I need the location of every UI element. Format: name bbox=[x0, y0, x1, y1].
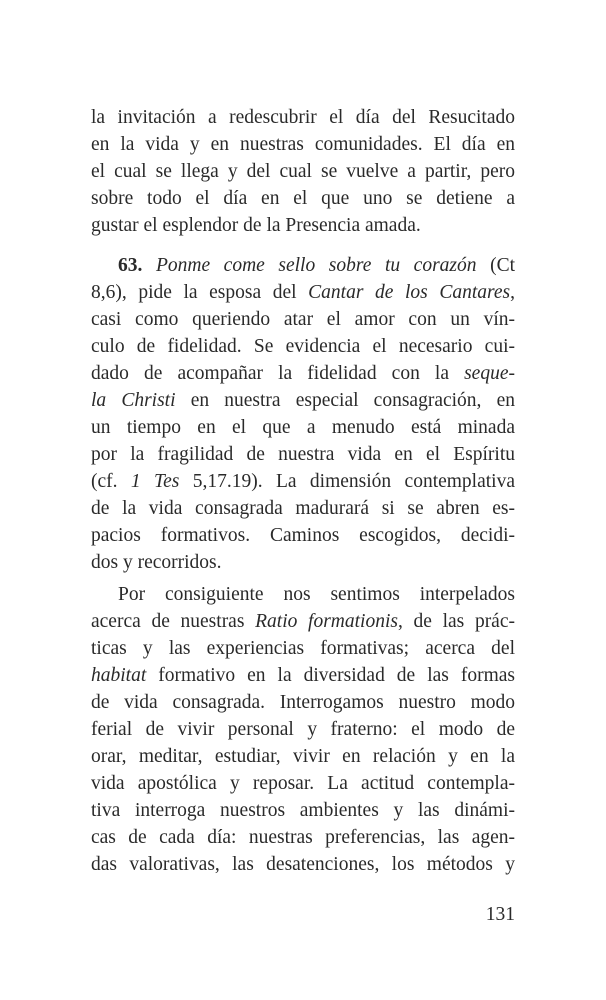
text-segment: acerca de nuestras bbox=[91, 611, 256, 632]
page-number: 131 bbox=[485, 904, 515, 925]
text-segment: (Ct bbox=[476, 255, 516, 276]
text-segment: casi como queriendo atar el amor con un vín- bbox=[91, 309, 515, 330]
text-segment: 5,17.19). La dimensión contemplativa bbox=[179, 471, 515, 492]
text-segment: la invitación a redescubrir el día del Resucitado bbox=[91, 107, 515, 128]
text-segment: culo de fidelidad. Se evidencia el necesario cui- bbox=[91, 336, 515, 357]
italic-text: Ponme come sello sobre tu corazón bbox=[155, 255, 477, 276]
text-line bbox=[91, 212, 515, 239]
page-body bbox=[91, 104, 515, 878]
text-line bbox=[91, 716, 515, 743]
text-line bbox=[91, 104, 515, 131]
text-line bbox=[91, 360, 515, 387]
text-line bbox=[91, 333, 515, 360]
text-segment: pacios formativos. Caminos escogidos, decidi- bbox=[91, 525, 515, 546]
text-segment: das valorativas, las desatenciones, los métodos y bbox=[91, 854, 515, 875]
text-segment bbox=[142, 255, 156, 276]
text-line bbox=[91, 851, 515, 878]
text-segment: ferial de vivir personal y fraterno: el modo de bbox=[91, 719, 515, 740]
text-line bbox=[91, 608, 515, 635]
paragraph-number: 63. bbox=[118, 255, 143, 276]
text-segment: dos y recorridos. bbox=[91, 552, 222, 573]
text-line bbox=[91, 824, 515, 851]
italic-text: Ratio formationis bbox=[255, 611, 398, 632]
text-segment: cas de cada día: nuestras preferencias, las agen- bbox=[91, 827, 515, 848]
text-segment: un tiempo en el que a menudo está minada bbox=[91, 417, 515, 438]
text-segment: , de las prác- bbox=[397, 611, 515, 632]
text-segment: tiva interroga nuestros ambientes y las dinámi- bbox=[91, 800, 515, 821]
text-segment: , bbox=[510, 282, 515, 303]
text-line bbox=[91, 441, 515, 468]
text-line bbox=[91, 252, 515, 279]
text-line bbox=[91, 549, 515, 576]
text-segment: (cf. bbox=[91, 471, 131, 492]
italic-text: Cantar de los Cantares bbox=[308, 282, 511, 303]
text-line bbox=[91, 581, 515, 608]
text-segment: orar, meditar, estudiar, vivir en relación y en la bbox=[91, 746, 515, 767]
paragraph bbox=[91, 104, 515, 239]
text-line bbox=[91, 743, 515, 770]
text-segment: gustar el esplendor de la Presencia amada. bbox=[91, 215, 421, 236]
text-line bbox=[91, 662, 515, 689]
text-line bbox=[91, 468, 515, 495]
text-segment: 8,6), pide la esposa del bbox=[91, 282, 309, 303]
text-segment: ticas y las experiencias formativas; acerca del bbox=[91, 638, 515, 659]
text-segment: formativo en la diversidad de las formas bbox=[146, 665, 515, 686]
text-line bbox=[91, 185, 515, 212]
text-segment: sobre todo el día en el que uno se detiene a bbox=[91, 188, 515, 209]
paragraph bbox=[91, 252, 515, 576]
text-line bbox=[91, 770, 515, 797]
text-line bbox=[91, 635, 515, 662]
text-segment: dado de acompañar la fidelidad con la bbox=[91, 363, 465, 384]
text-line bbox=[91, 279, 515, 306]
text-line bbox=[91, 131, 515, 158]
text-line bbox=[91, 495, 515, 522]
text-line bbox=[91, 522, 515, 549]
text-line bbox=[91, 414, 515, 441]
text-segment: de vida consagrada. Interrogamos nuestro modo bbox=[91, 692, 515, 713]
text-segment: el cual se llega y del cual se vuelve a partir, pero bbox=[91, 161, 515, 182]
text-line bbox=[91, 306, 515, 333]
text-segment: de la vida consagrada madurará si se abren es- bbox=[91, 498, 515, 519]
text-segment: vida apostólica y reposar. La actitud contempla- bbox=[91, 773, 515, 794]
paragraph bbox=[91, 581, 515, 878]
text-segment: en la vida y en nuestras comunidades. El día en bbox=[91, 134, 515, 155]
text-line bbox=[91, 797, 515, 824]
italic-text: 1 Tes bbox=[130, 471, 180, 492]
text-line bbox=[91, 387, 515, 414]
italic-text: la Christi bbox=[91, 390, 176, 411]
italic-text: habitat bbox=[91, 665, 147, 686]
text-segment: en nuestra especial consagración, en bbox=[175, 390, 515, 411]
italic-text: seque- bbox=[464, 363, 515, 384]
text-segment: Por consiguiente nos sentimos interpelados bbox=[118, 584, 515, 605]
text-line bbox=[91, 158, 515, 185]
text-line bbox=[91, 689, 515, 716]
text-segment: por la fragilidad de nuestra vida en el Espíritu bbox=[91, 444, 515, 465]
